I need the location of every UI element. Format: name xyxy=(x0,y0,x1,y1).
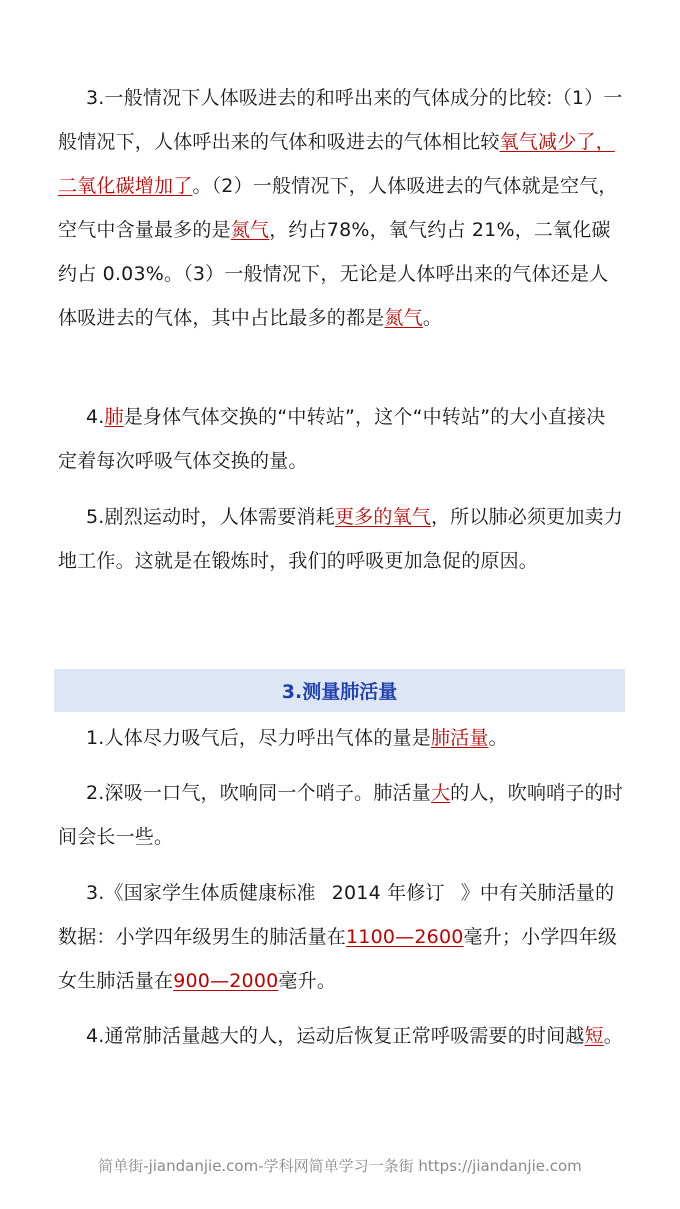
paragraph-text: 4.通常肺活量越大的人，运动后恢复正常呼吸需要的时间越 xyxy=(86,1025,585,1047)
section-header xyxy=(54,669,625,712)
answer-blank: 短 xyxy=(584,1025,604,1047)
answer-blank: 肺 xyxy=(104,406,124,428)
paragraph-text: 》中有关肺活量的数据：小学四年级男生的肺活量在 xyxy=(58,882,615,948)
paragraph-text: 毫升。 xyxy=(278,970,337,992)
paragraph-text: 是身体气体交换的“中转站”，这个“中转站”的大小直接决定着每次呼吸气体交换的量。 xyxy=(58,406,606,472)
paragraph-text: 2014 年修订 xyxy=(331,882,445,904)
answer-blank: 氧气减少了，二氧化碳增加了 xyxy=(58,131,615,197)
paragraph-text: 。 xyxy=(488,727,508,749)
answer-blank: 1100—2600 xyxy=(346,926,464,948)
paragraph-recovery xyxy=(58,1014,624,1058)
paragraph-text: 的人，吹响哨子的时间会长一些。 xyxy=(58,782,623,848)
paragraph-text: （1）一般情况下，人体呼出来的气体和吸进去的气体相比较 xyxy=(58,87,623,153)
paragraph-text: 5.剧烈运动时，人体需要消耗 xyxy=(86,506,335,528)
paragraph-text: 1.人体尽力吸气后，尽力呼出气体的量是 xyxy=(86,727,431,749)
paragraph-text: ，约占78%，氧气约占 21%，二氧化碳约占 0.03%。（3）一般情况下，无论是人体呼出来的气体还是人体吸进去的气体，其中占比最多的都是 xyxy=(58,219,611,329)
paragraph-text: ，所以肺必须更加卖力地工作。这就是在锻炼时，我们的呼吸更加急促的原因。 xyxy=(58,506,623,572)
paragraph-vital-capacity-def xyxy=(58,716,624,760)
section-title: 3.测量肺活量 xyxy=(281,681,398,703)
paragraph-text: 2.深吸一口气，吹响同一个哨子。肺活量 xyxy=(86,782,431,804)
paragraph-exercise xyxy=(58,495,624,583)
paragraph-text: 3.一般情况下人体吸进去的和呼出来的气体成分的比较: xyxy=(86,87,553,109)
paragraph-text: 3.《国家学生体质健康标准 xyxy=(86,882,316,904)
answer-blank: 大 xyxy=(430,782,451,804)
answer-blank: 900—2000 xyxy=(173,970,279,992)
paragraph-standard-data xyxy=(58,871,624,1003)
paragraph-text: 毫升；小学四年级女生肺活量在 xyxy=(58,926,618,992)
answer-blank: 氮气 xyxy=(230,219,270,241)
paragraph-gas-comparison xyxy=(58,76,624,340)
answer-blank: 更多的氧气 xyxy=(334,506,431,528)
paragraph-text: 。（2）一般情况下，人体吸进去的气体就是空气，空气中含量最多的是 xyxy=(58,175,618,241)
paragraph-text: 。 xyxy=(603,1025,623,1047)
answer-blank: 肺活量 xyxy=(430,727,489,749)
answer-blank: 氮气 xyxy=(384,307,423,329)
page-footer: 简单街-jiandanjie.com-学科网简单学习一条街 https://jiandanjie.com xyxy=(98,1157,582,1175)
paragraph-lung-station xyxy=(58,395,624,483)
paragraph-text: 。 xyxy=(422,307,443,329)
paragraph-whistle xyxy=(58,771,624,859)
paragraph-text: 4. xyxy=(86,406,105,428)
